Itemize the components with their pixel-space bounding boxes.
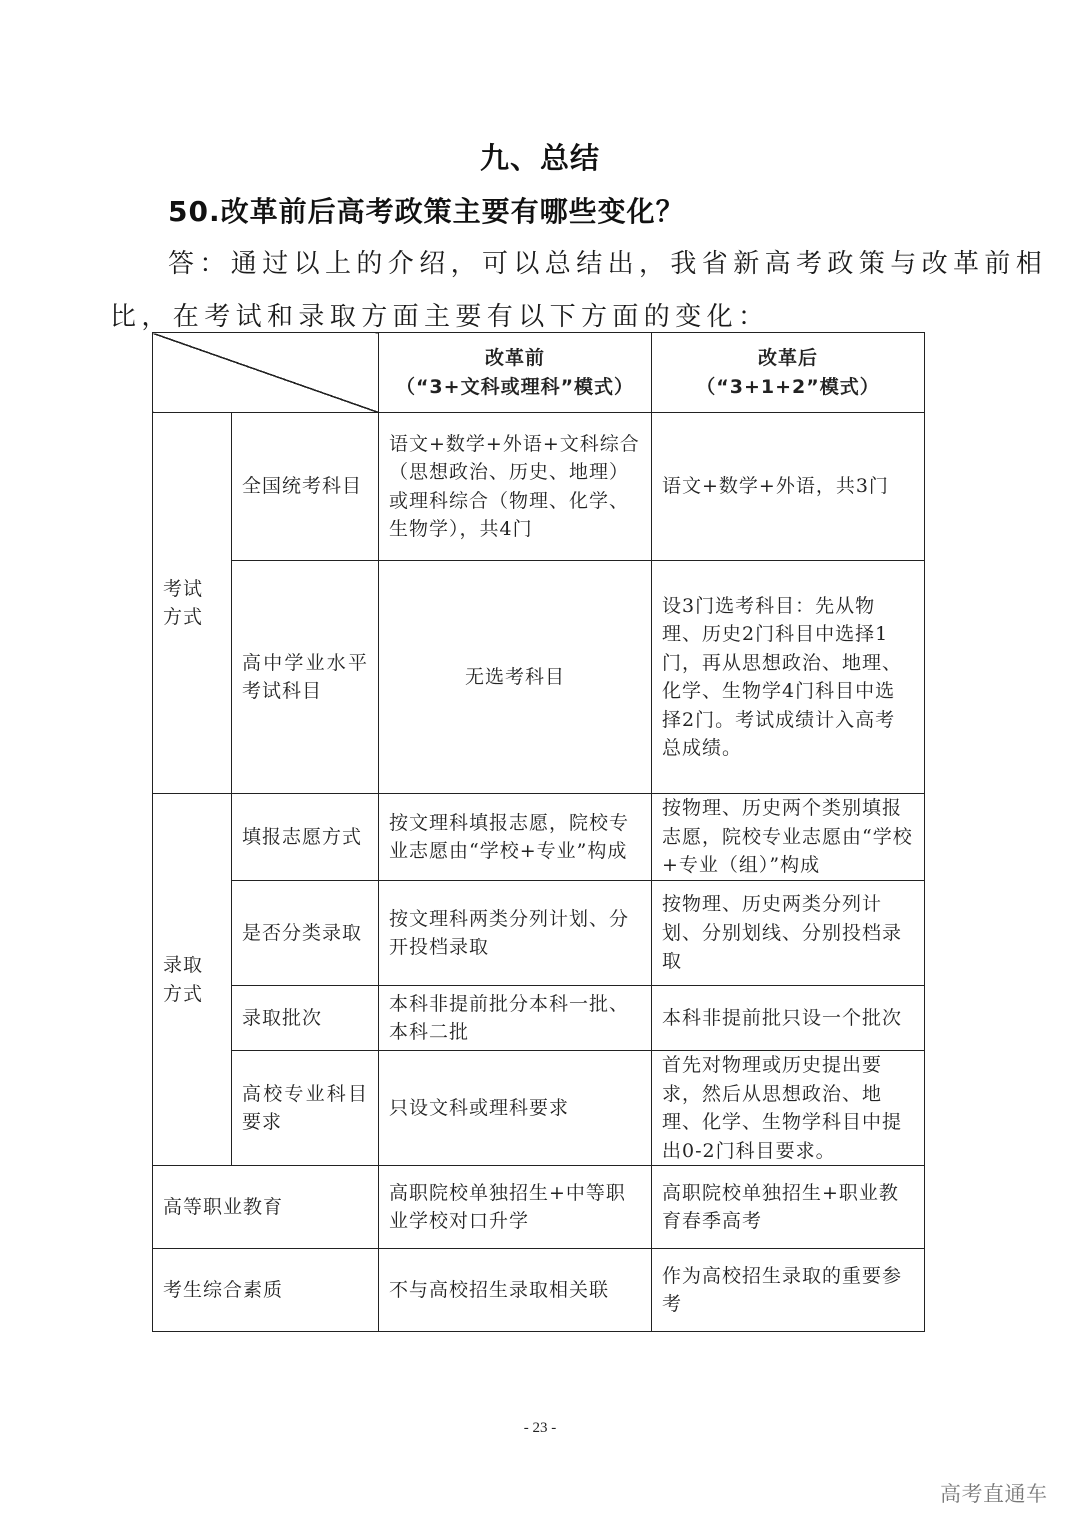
row-before: 高职院校单独招生+中等职业学校对口升学 (379, 1166, 652, 1249)
row-before: 本科非提前批分本科一批、本科二批 (379, 986, 652, 1051)
row-item: 录取批次 (232, 986, 379, 1051)
row-before: 只设文科或理科要求 (379, 1051, 652, 1166)
header-after (652, 333, 925, 413)
table-row (153, 881, 925, 986)
header-before-subtitle: （“3+文科或理科”模式） (395, 375, 635, 398)
row-before: 按文理科填报志愿，院校专业志愿由“学校+专业”构成 (379, 794, 652, 881)
comparison-table (152, 332, 925, 1332)
row-before: 不与高校招生录取相关联 (379, 1249, 652, 1332)
header-before (379, 333, 652, 413)
row-after: 作为高校招生录取的重要参考 (652, 1249, 925, 1332)
diagonal-corner-cell (153, 333, 379, 413)
row-item: 填报志愿方式 (232, 794, 379, 881)
row-item: 高校专业科目要求 (232, 1051, 379, 1166)
row-before: 无选考科目 (379, 561, 652, 794)
table-row (153, 561, 925, 794)
row-item: 高等职业教育 (153, 1166, 379, 1249)
header-before-title: 改革前 (484, 347, 545, 369)
row-item: 高中学业水平考试科目 (232, 561, 379, 794)
question-heading: 50.改革前后高考政策主要有哪些变化？ (168, 195, 685, 228)
row-before: 按文理科两类分列计划、分开投档录取 (379, 881, 652, 986)
row-after: 设3门选考科目：先从物理、历史2门科目中选择1门，再从思想政治、地理、化学、生物学4门科目中选择2门。考试成绩计入高考总成绩。 (652, 561, 925, 794)
row-after: 本科非提前批只设一个批次 (652, 986, 925, 1051)
answer-paragraph-line-2: 比，在考试和录取方面主要有以下方面的变化： (110, 302, 770, 332)
row-after: 按物理、历史两类分列计划、分别划线、分别投档录取 (652, 881, 925, 986)
table-row (153, 413, 925, 561)
category-exam: 考试方式 (153, 413, 232, 794)
table-row (153, 986, 925, 1051)
row-before: 语文+数学+外语+文科综合（思想政治、历史、地理）或理科综合（物理、化学、生物学），共4门 (379, 413, 652, 561)
row-after: 语文+数学+外语，共3门 (652, 413, 925, 561)
page-number: - 23 - (523, 1420, 557, 1436)
header-after-subtitle: （“3+1+2”模式） (696, 375, 880, 398)
table-row (153, 794, 925, 881)
table-row (153, 1051, 925, 1166)
table-header-row (153, 333, 925, 413)
header-after-title: 改革后 (757, 347, 818, 369)
row-after: 首先对物理或历史提出要求，然后从思想政治、地理、化学、生物学科目中提出0-2门科目要求。 (652, 1051, 925, 1166)
table-row (153, 1166, 925, 1249)
row-item: 是否分类录取 (232, 881, 379, 986)
table-row (153, 1249, 925, 1332)
watermark: 高考直通车 (940, 1482, 1048, 1506)
row-item: 全国统考科目 (232, 413, 379, 561)
category-admission: 录取方式 (153, 794, 232, 1166)
row-item: 考生综合素质 (153, 1249, 379, 1332)
row-after: 按物理、历史两个类别填报志愿，院校专业志愿由“学校+专业（组）”构成 (652, 794, 925, 881)
answer-paragraph-line-1: 答：通过以上的介绍，可以总结出，我省新高考政策与改革前相 (168, 249, 1048, 279)
section-title: 九、总结 (479, 141, 600, 175)
row-after: 高职院校单独招生+职业教育春季高考 (652, 1166, 925, 1249)
